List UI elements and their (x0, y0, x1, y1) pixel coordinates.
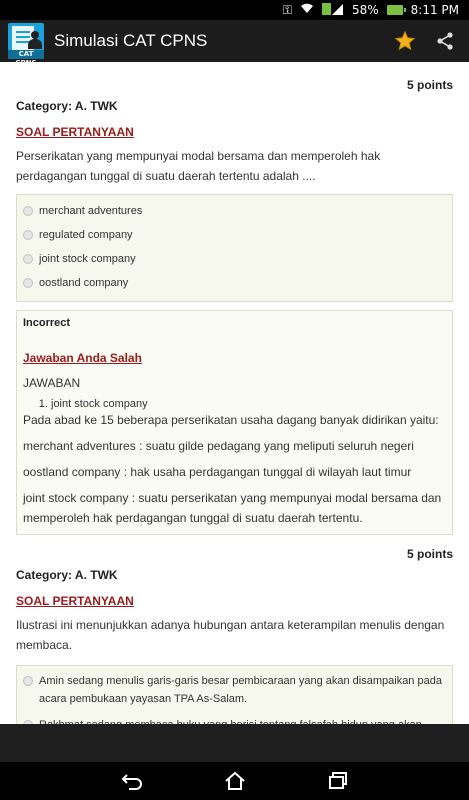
question-text: Perserikatan yang mempunyai modal bersama dan memperoleh hak perdagangan tunggal di suatu daerah tertentu adalah .... (16, 149, 381, 183)
favorite-star-button[interactable] (385, 21, 425, 61)
option-label: joint stock company (39, 253, 136, 265)
question-points: 5 points (406, 78, 453, 92)
clock: 8:11 PM (410, 3, 459, 17)
answer-option[interactable] (23, 670, 446, 710)
question-points: 5 points (406, 547, 453, 561)
radio-button[interactable] (23, 230, 33, 240)
battery-icon (387, 5, 403, 15)
explanation-text: oostland company : hak usaha perdagangan tunggal di wilayah laut timur (23, 465, 412, 479)
answer-option[interactable] (23, 271, 446, 295)
wifi-icon (300, 3, 314, 17)
back-icon (121, 772, 143, 790)
bottom-panel (0, 724, 469, 762)
key-icon: ⚿ (282, 2, 292, 17)
app-logo-icon (8, 23, 44, 59)
question-section-title: SOAL PERTANYAAN (16, 594, 134, 608)
home-icon (224, 771, 246, 791)
navigation-bar (0, 762, 469, 800)
question-category: Category: A. TWK (16, 99, 118, 113)
question-category: Category: A. TWK (16, 568, 118, 582)
question-text: Ilustrasi ini menunjukkan adanya hubungan antara keterampilan menulis dengan membaca. (16, 618, 445, 652)
radio-button[interactable] (23, 676, 33, 686)
option-label: Amin sedang menulis garis-garis besar pembicaraan yang akan disampaikan pada acara pembukaan yayasan TPA As-Salam. (39, 675, 442, 705)
answer-option[interactable] (23, 247, 446, 271)
explanation-text: merchant adventures : suatu gilde pedagang yang meliputi seluruh negeri (23, 439, 414, 453)
share-button[interactable] (425, 21, 465, 61)
explanation-text: joint stock company : suatu perserikatan yang mempunyai modal bersama dan memperoleh hak perdagangan tunggal di suatu daerah tertentu. (23, 491, 442, 525)
back-button[interactable] (117, 766, 147, 796)
app-bar (0, 20, 469, 62)
answer-options (16, 194, 453, 302)
question-section-title: SOAL PERTANYAAN (16, 125, 134, 139)
recent-apps-icon (327, 771, 349, 791)
app-title: Simulasi CAT CPNS (54, 31, 208, 50)
radio-button[interactable] (23, 278, 33, 288)
option-label: regulated company (39, 229, 133, 241)
answer-list-item: 1. joint stock company (51, 398, 446, 410)
recent-apps-button[interactable] (323, 766, 353, 796)
status-bar (0, 0, 469, 20)
radio-button[interactable] (23, 206, 33, 216)
option-label: merchant adventures (39, 205, 143, 217)
result-status: Incorrect (23, 317, 71, 329)
question-list[interactable] (0, 62, 469, 724)
battery-percent: 58% (351, 3, 379, 17)
answer-list (23, 398, 446, 410)
result-verdict: Jawaban Anda Salah (23, 351, 142, 365)
logo-text: CAT (8, 50, 44, 59)
signal-icon (322, 3, 344, 18)
option-label: oostland company (39, 277, 129, 289)
answer-option[interactable] (23, 199, 446, 223)
radio-button[interactable] (23, 254, 33, 264)
answer-label: JAWABAN (23, 376, 81, 390)
answer-option[interactable] (23, 223, 446, 247)
home-button[interactable] (220, 766, 250, 796)
star-icon (394, 30, 416, 52)
explanation-text: Pada abad ke 15 beberapa perserikatan usaha dagang banyak didirikan yaitu: (23, 413, 439, 427)
answer-result-panel (16, 310, 453, 535)
share-icon (435, 31, 455, 51)
